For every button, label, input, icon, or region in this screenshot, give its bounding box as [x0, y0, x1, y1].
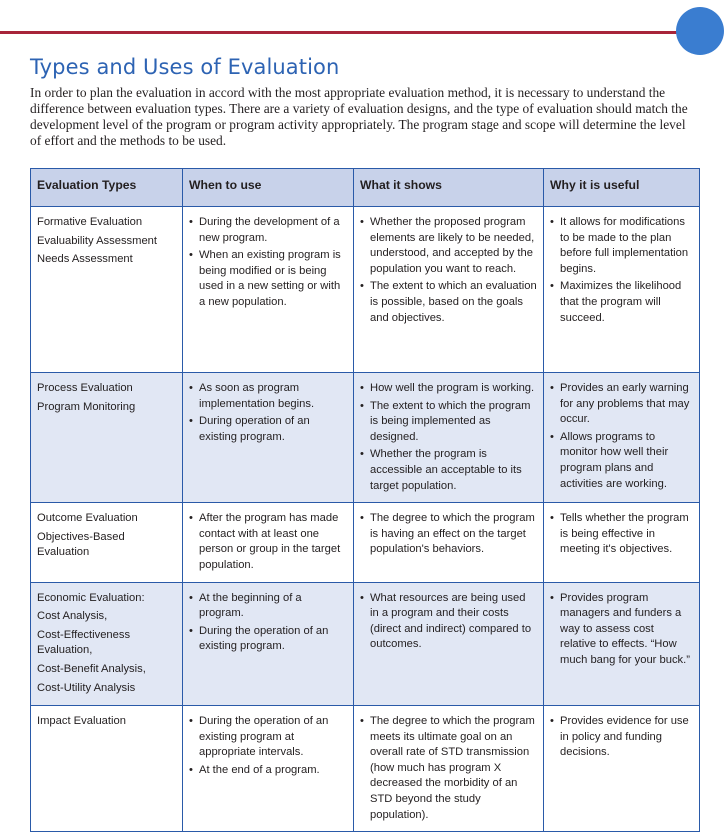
cell-when-to-use	[183, 373, 354, 503]
header-evaluation-types: Evaluation Types	[31, 169, 183, 207]
type-item: Cost Analysis,	[37, 610, 108, 623]
cell-when-to-use	[183, 207, 354, 373]
bullet-item: • During operation of an existing program.	[189, 414, 347, 445]
bullet-item: • Allows programs to monitor how well their program plans and activities are working.	[550, 430, 693, 492]
bullet-item: • What resources are being used in a program and their costs (direct and indirect) compared to outcomes.	[360, 591, 537, 653]
cell-why-useful	[544, 207, 700, 373]
bullet-item: • When an existing program is being modified or is being used in a new setting or with a new population.	[189, 248, 347, 310]
bullet-item: • Tells whether the program is being effective in meeting it's objectives.	[550, 511, 693, 558]
bullet-item: • The degree to which the program is having an effect on the target population's behaviors.	[360, 511, 537, 558]
bullet-item: • At the beginning of a program.	[189, 591, 347, 622]
type-item: Cost-Utility Analysis	[37, 681, 136, 694]
bullet-item: • The extent to which the program is being implemented as designed.	[360, 399, 537, 446]
cell-when-to-use	[183, 706, 354, 832]
type-item: Economic Evaluation:	[37, 591, 145, 604]
cell-evaluation-type	[31, 373, 183, 503]
bullet-item: • During the development of a new program.	[189, 215, 347, 246]
page-title: Types and Uses of Evaluation	[30, 55, 340, 79]
cell-what-it-shows	[354, 503, 544, 582]
cell-why-useful	[544, 503, 700, 582]
bullet-item: • The extent to which an evaluation is possible, based on the goals and objectives.	[360, 279, 537, 326]
bullet-item: • Whether the program is accessible an acceptable to its target population.	[360, 447, 537, 494]
table-row	[31, 373, 700, 503]
type-item: Process Evaluation	[37, 382, 133, 394]
cell-when-to-use	[183, 503, 354, 582]
evaluation-types-table	[30, 168, 700, 832]
cell-why-useful	[544, 706, 700, 832]
cell-what-it-shows	[354, 706, 544, 832]
bullet-item: • It allows for modifications to be made to the plan before full implementation begins.	[550, 215, 693, 277]
bullet-item: • How well the program is working.	[360, 381, 537, 397]
type-item: Program Monitoring	[37, 400, 136, 413]
header-rule	[0, 31, 690, 34]
intro-paragraph: In order to plan the evaluation in accord with the most appropriate evaluation method, it is necessary to understand the difference between evaluation types. There are a variety of evaluation designs, and the type of evaluation should match the development level of the program or program activity appropriately. The program stage and scope will determine the level of effort and the methods to be used.	[30, 85, 688, 148]
type-item: Cost-Benefit Analysis,	[37, 662, 146, 675]
bullet-item: • After the program has made contact with at least one person or group in the target population.	[189, 511, 347, 573]
cell-what-it-shows	[354, 373, 544, 503]
header-why-useful: Why it is useful	[544, 169, 700, 207]
cell-evaluation-type	[31, 207, 183, 373]
cell-when-to-use	[183, 582, 354, 706]
table-row	[31, 503, 700, 582]
cell-what-it-shows	[354, 582, 544, 706]
bullet-item: • The degree to which the program meets its ultimate goal on an overall rate of STD transmission (how much has program X decreased the morbidity of an STD beyond the study population).	[360, 714, 537, 823]
bullet-item: • As soon as program implementation begins.	[189, 381, 347, 412]
type-item: Impact Evaluation	[37, 715, 126, 728]
header-when-to-use: When to use	[183, 169, 354, 207]
bullet-item: • Provides evidence for use in policy and funding decisions.	[550, 714, 693, 761]
bullet-item: • Provides an early warning for any problems that may occur.	[550, 381, 693, 428]
bullet-item: • At the end of a program.	[189, 763, 347, 779]
type-item: Needs Assessment	[37, 253, 133, 266]
bullet-item: • Whether the proposed program elements are likely to be needed, understood, and accepted by the population you want to reach.	[360, 215, 537, 277]
cell-evaluation-type	[31, 582, 183, 706]
type-item: Formative Evaluation	[37, 216, 143, 228]
type-item: Evaluability Assessment	[37, 234, 158, 247]
bullet-item: • During the operation of an existing program at appropriate intervals.	[189, 714, 347, 761]
table-row	[31, 706, 700, 832]
bullet-item: • Provides program managers and funders a way to assess cost relative to effects. “How much bang for your buck.”	[550, 591, 693, 669]
cell-what-it-shows	[354, 207, 544, 373]
cell-evaluation-type	[31, 503, 183, 582]
cell-why-useful	[544, 582, 700, 706]
table-header-row	[31, 169, 700, 207]
type-item: Objectives-Based Evaluation	[37, 530, 125, 559]
table-row	[31, 207, 700, 373]
header-what-it-shows: What it shows	[354, 169, 544, 207]
bullet-item: • During the operation of an existing program.	[189, 624, 347, 655]
type-item: Cost-Effectiveness Evaluation,	[37, 628, 131, 657]
cell-evaluation-type	[31, 706, 183, 832]
bullet-item: • Maximizes the likelihood that the program will succeed.	[550, 279, 693, 326]
corner-dot	[676, 7, 724, 55]
type-item: Outcome Evaluation	[37, 512, 138, 525]
table-row	[31, 582, 700, 706]
cell-why-useful	[544, 373, 700, 503]
